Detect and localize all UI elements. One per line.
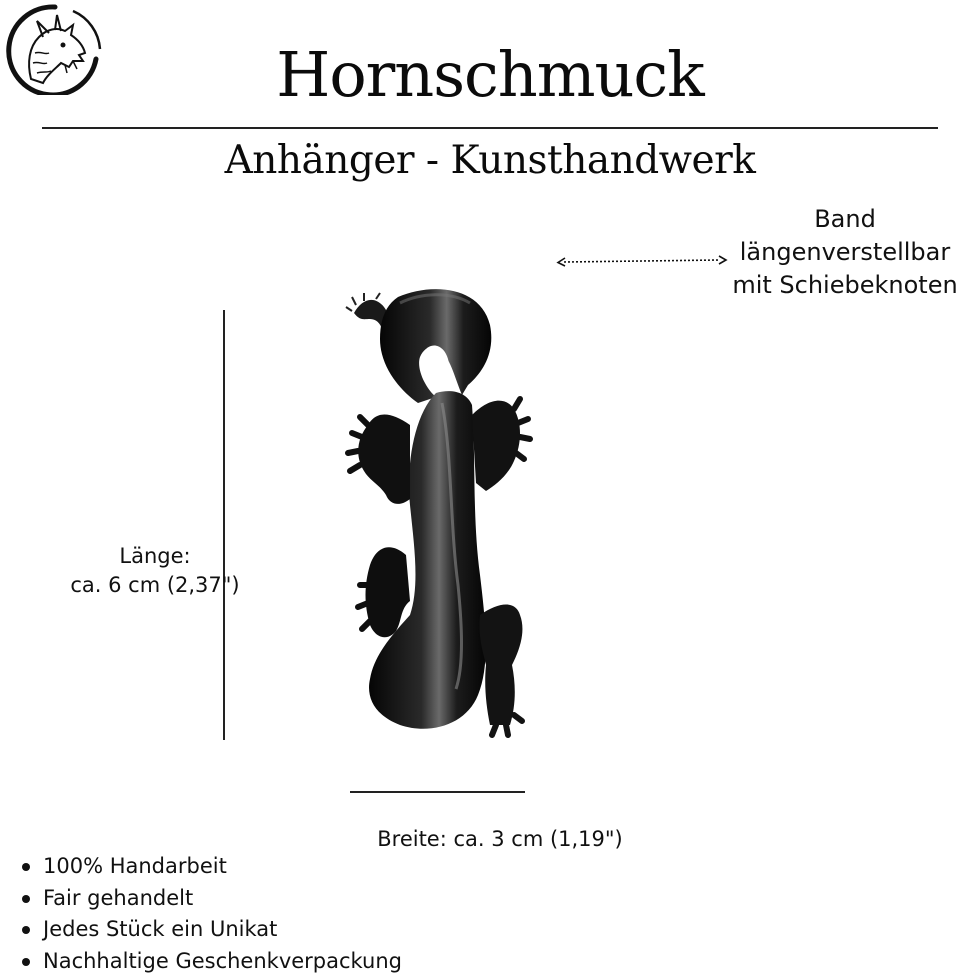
feature-text: Jedes Stück ein Unikat bbox=[43, 917, 278, 941]
double-arrow-icon bbox=[556, 252, 730, 272]
list-item bbox=[20, 946, 402, 978]
bullet-icon bbox=[22, 926, 30, 934]
feature-text: Fair gehandelt bbox=[43, 885, 194, 910]
band-annotation-line-1: Band bbox=[814, 205, 876, 233]
width-label: Breite: ca. 3 cm (1,19") bbox=[377, 827, 623, 851]
band-annotation-line-3: mit Schiebeknoten bbox=[732, 271, 958, 299]
list-item bbox=[20, 914, 402, 946]
width-measure-line bbox=[350, 791, 525, 793]
page-title: Hornschmuck bbox=[276, 38, 704, 111]
length-measure-line bbox=[223, 310, 225, 740]
length-label bbox=[30, 542, 280, 600]
feature-text: Nachhaltige Geschenkverpackung bbox=[43, 948, 403, 973]
list-item bbox=[20, 883, 402, 915]
bullet-icon bbox=[22, 895, 30, 903]
length-label-title: Länge: bbox=[119, 544, 191, 568]
band-annotation-line-2: längenverstellbar bbox=[739, 238, 951, 266]
page-subtitle: Anhänger - Kunsthandwerk bbox=[224, 138, 756, 183]
band-annotation bbox=[720, 203, 970, 302]
list-item bbox=[20, 851, 402, 883]
bullet-icon bbox=[22, 863, 30, 871]
title-divider bbox=[42, 127, 938, 129]
bullet-icon bbox=[22, 958, 30, 966]
feature-text: 100% Handarbeit bbox=[43, 854, 227, 878]
feature-list bbox=[20, 851, 402, 977]
length-label-value: ca. 6 cm (2,37") bbox=[70, 573, 240, 597]
lizard-pendant-icon bbox=[340, 285, 540, 755]
